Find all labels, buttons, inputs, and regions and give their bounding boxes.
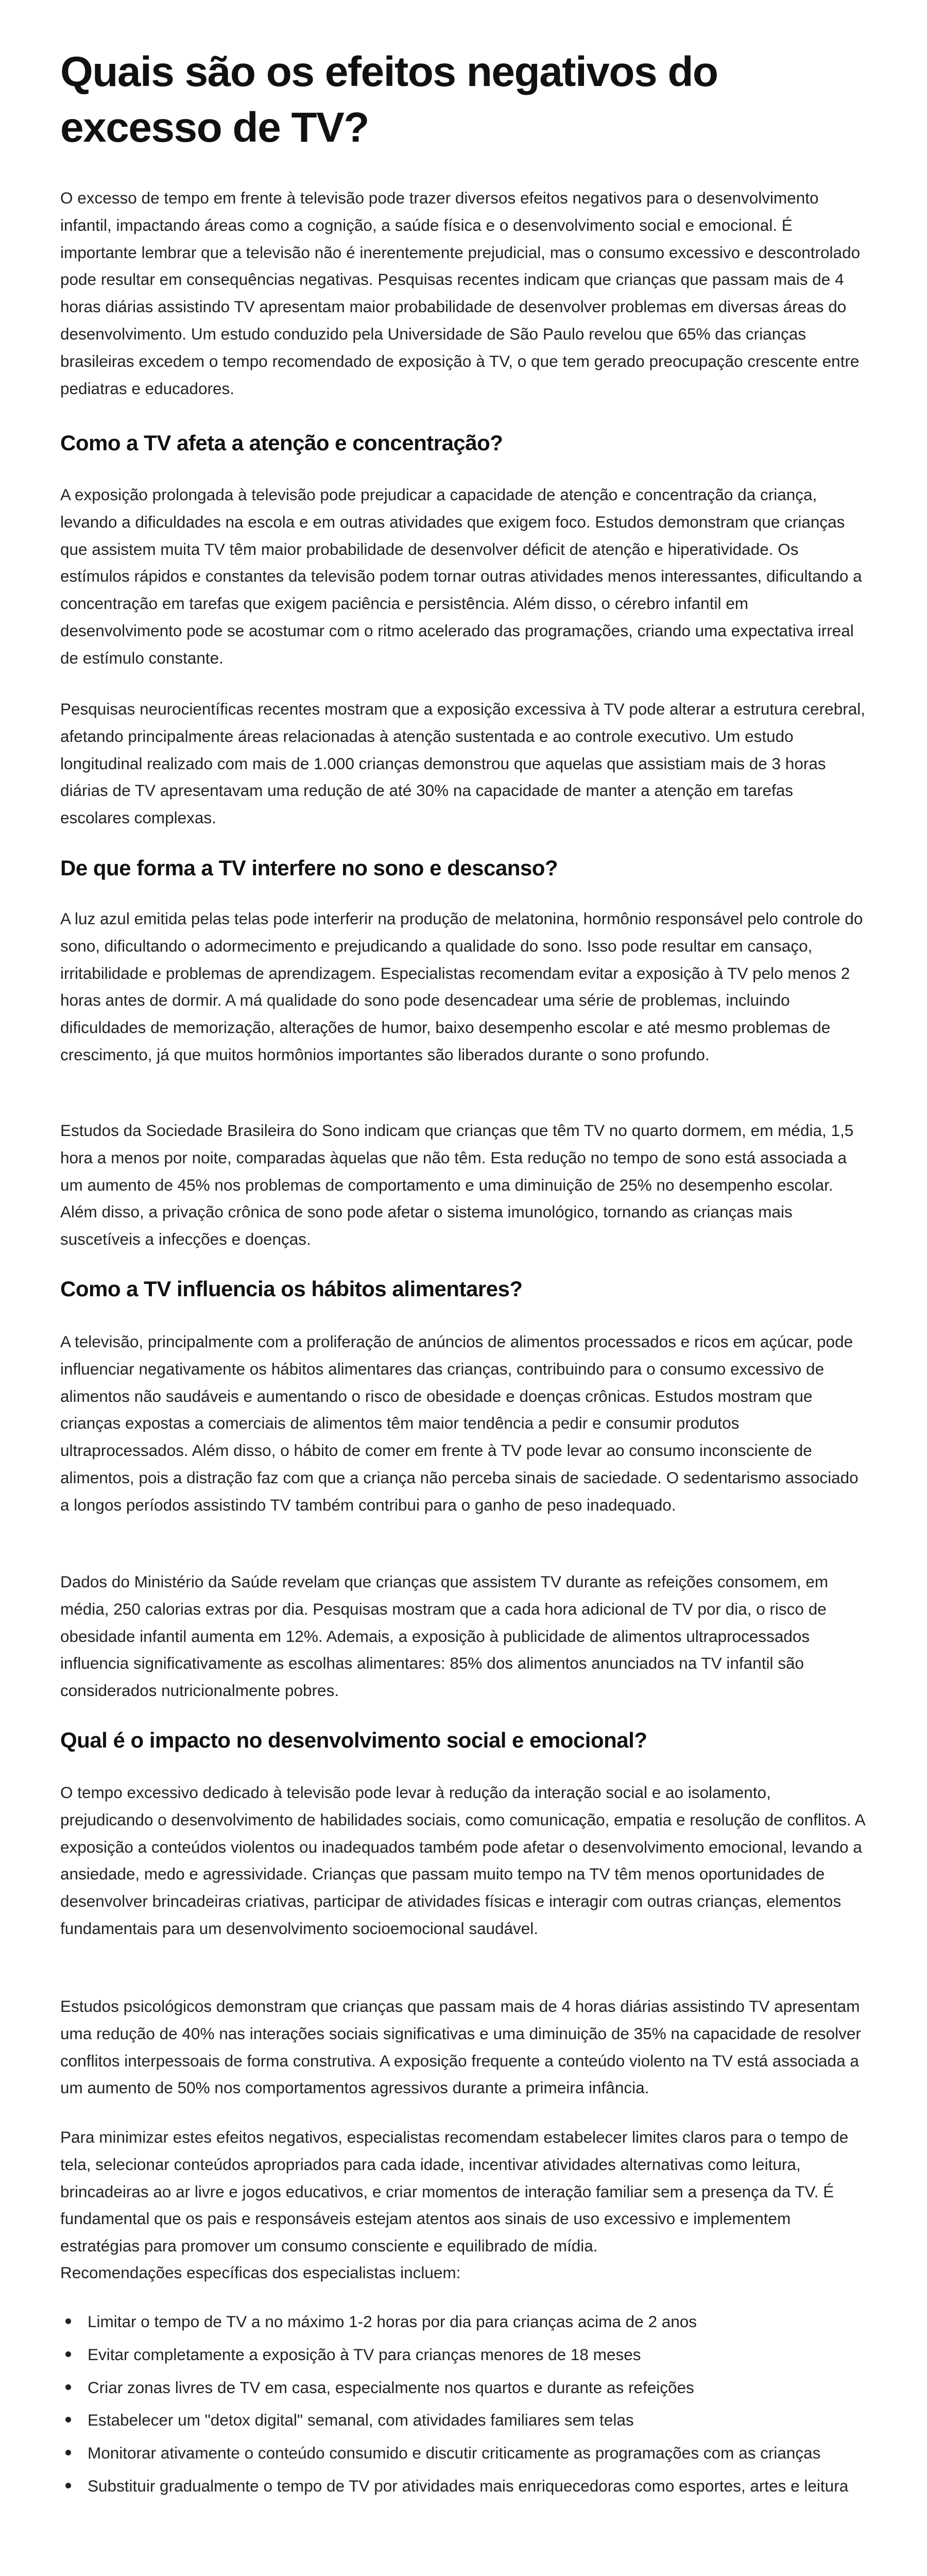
list-item [60,2308,867,2335]
bullet-icon [65,2483,71,2488]
list-item-text: Limitar o tempo de TV a no máximo 1-2 horas por dia para crianças acima de 2 anos [88,2312,697,2331]
attention-paragraph-2: Pesquisas neurocientíficas recentes mostram que a exposição excessiva à TV pode alterar a estrutura cerebral, afetando principalmente áreas relacionadas à atenção sustentada e ao controle executivo. Um estudo longitudinal realizado com mais de 1.000 crianças demonstrou que aquelas que assistiam mais de 3 horas diárias de TV apresentavam uma redução de até 30% na capacidade de manter a atenção em tarefas escolares complexas. [60,700,865,827]
bullet-icon [65,2450,71,2455]
list-item-text: Estabelecer um "detox digital" semanal, com atividades familiares sem telas [88,2411,634,2430]
bullet-icon [65,2318,71,2324]
eating-paragraph-1: A televisão, principalmente com a proliferação de anúncios de alimentos processados e ricos em açúcar, pode influenciar negativamente os hábitos alimentares das crianças, contribuindo para o consumo excessivo de alimentos não saudáveis e aumentando o risco de obesidade e doenças crônicas. Estudos mostram que crianças expostas a comerciais de alimentos têm maior tendência a pedir e consumir produtos ultraprocessados. Além disso, o hábito de comer em frente à TV pode levar ao consumo inconsciente de alimentos, pois a distração faz com que a criança não perceba sinais de saciedade. O sedentarismo associado a longos períodos assistindo TV também contribui para o ganho de peso inadequado. [60,1332,859,1514]
list-item-text: Evitar completamente a exposição à TV para crianças menores de 18 meses [88,2345,641,2364]
social-paragraph-2: Estudos psicológicos demonstram que crianças que passam mais de 4 horas diárias assistindo TV apresentam uma redução de 40% nas interações sociais significativas e uma diminuição de 35% na capacidade de resolver conflitos interpessoais de forma construtiva. A exposição frequente a conteúdo violento na TV está associada a um aumento de 50% nos comportamentos agressivos durante a primeira infância. [60,1997,861,2097]
social-paragraph-3: Para minimizar estes efeitos negativos, especialistas recomendam estabelecer limites claros para o tempo de tela, selecionar conteúdos apropriados para cada idade, incentivar atividades alternativas como leitura, brincadeiras ao ar livre e jogos educativos, e criar momentos de interação familiar sem a presença da TV. É fundamental que os pais e responsáveis estejam atentos aos sinais de uso excessivo e implementem estratégias para promover um consumo consciente e equilibrado de mídia. [60,2128,849,2256]
list-item-text: Monitorar ativamente o conteúdo consumido e discutir criticamente as programações com as crianças [88,2444,821,2463]
section-heading-sleep: De que forma a TV interfere no sono e descanso? [60,856,558,880]
article-title: Quais são os efeitos negativos do excesso de TV? [60,48,718,151]
bullet-icon [65,2384,71,2390]
list-item [60,2374,867,2401]
section-heading-attention: Como a TV afeta a atenção e concentração? [60,431,503,455]
list-item-text: Substituir gradualmente o tempo de TV por atividades mais enriquecedoras como esportes, artes e leitura [88,2476,849,2495]
bullet-icon [65,2351,71,2357]
eating-paragraph-2: Dados do Ministério da Saúde revelam que crianças que assistem TV durante as refeições consomem, em média, 250 calorias extras por dia. Pesquisas mostram que a cada hora adicional de TV por dia, o risco de obesidade infantil aumenta em 12%. Ademais, a exposição à publicidade de alimentos ultraprocessados influencia significativamente as escolhas alimentares: 85% dos alimentos anunciados na TV infantil são considerados nutricionalmente pobres. [60,1572,829,1700]
sleep-paragraph-2: Estudos da Sociedade Brasileira do Sono indicam que crianças que têm TV no quarto dormem, em média, 1,5 hora a menos por noite, comparadas àquelas que não têm. Esta redução no tempo de sono está associada a um aumento de 45% nos problemas de comportamento e uma diminuição de 25% no desempenho escolar. Além disso, a privação crônica de sono pode afetar o sistema imunológico, tornando as crianças mais suscetíveis a infecções e doenças. [60,1121,854,1249]
list-item [60,2472,867,2500]
list-item [60,2406,867,2434]
recommendations-intro: Recomendações específicas dos especialistas incluem: [60,2263,461,2282]
bullet-icon [65,2417,71,2422]
social-paragraph-1: O tempo excessivo dedicado à televisão pode levar à redução da interação social e ao isolamento, prejudicando o desenvolvimento de habilidades sociais, como comunicação, empatia e resolução de conflitos. A exposição a conteúdos violentos ou inadequados também pode afetar o desenvolvimento emocional, levando a ansiedade, medo e agressividade. Crianças que passam muito tempo na TV têm menos oportunidades de desenvolver brincadeiras criativas, participar de atividades físicas e interagir com outras crianças, elementos fundamentais para um desenvolvimento socioemocional saudável. [60,1783,865,1938]
section-heading-eating: Como a TV influencia os hábitos alimentares? [60,1277,523,1301]
attention-paragraph-1: A exposição prolongada à televisão pode prejudicar a capacidade de atenção e concentração da criança, levando a dificuldades na escola e em outras atividades que exigem foco. Estudos demonstram que crianças que assistem muita TV têm maior probabilidade de desenvolver déficit de atenção e hiperatividade. Os estímulos rápidos e constantes da televisão podem tornar outras atividades menos interessantes, dificultando a concentração em tarefas que exigem paciência e persistência. Além disso, o cérebro infantil em desenvolvimento pode se acostumar com o ritmo acelerado das programações, criando uma expectativa irreal de estímulo constante. [60,485,862,667]
intro-paragraph: O excesso de tempo em frente à televisão pode trazer diversos efeitos negativos para o desenvolvimento infantil, impactando áreas como a cognição, a saúde física e o desenvolvimento social e emocional. É importante lembrar que a televisão não é inerentemente prejudicial, mas o consumo excessivo e descontrolado pode resultar em consequências negativas. Pesquisas recentes indicam que crianças que passam mais de 4 horas diárias assistindo TV apresentam maior probabilidade de desenvolver problemas em diversas áreas do desenvolvimento. Um estudo conduzido pela Universidade de São Paulo revelou que 65% das crianças brasileiras excedem o tempo recomendado de exposição à TV, o que tem gerado preocupação crescente entre pediatras e educadores. [60,189,861,398]
list-item [60,2439,867,2467]
sleep-paragraph-1: A luz azul emitida pelas telas pode interferir na produção de melatonina, hormônio responsável pelo controle do sono, dificultando o adormecimento e prejudicando a qualidade do sono. Isso pode resultar em cansaço, irritabilidade e problemas de aprendizagem. Especialistas recomendam evitar a exposição à TV pelo menos 2 horas antes de dormir. A má qualidade do sono pode desencadear uma série de problemas, incluindo dificuldades de memorização, alterações de humor, baixo desempenho escolar e até mesmo problemas de crescimento, já que muitos hormônios importantes são liberados durante o sono profundo. [60,909,863,1064]
list-item [60,2341,867,2368]
section-heading-social: Qual é o impacto no desenvolvimento social e emocional? [60,1728,647,1752]
list-item-text: Criar zonas livres de TV em casa, especialmente nos quartos e durante as refeições [88,2378,694,2397]
recommendations-list [60,2308,867,2505]
